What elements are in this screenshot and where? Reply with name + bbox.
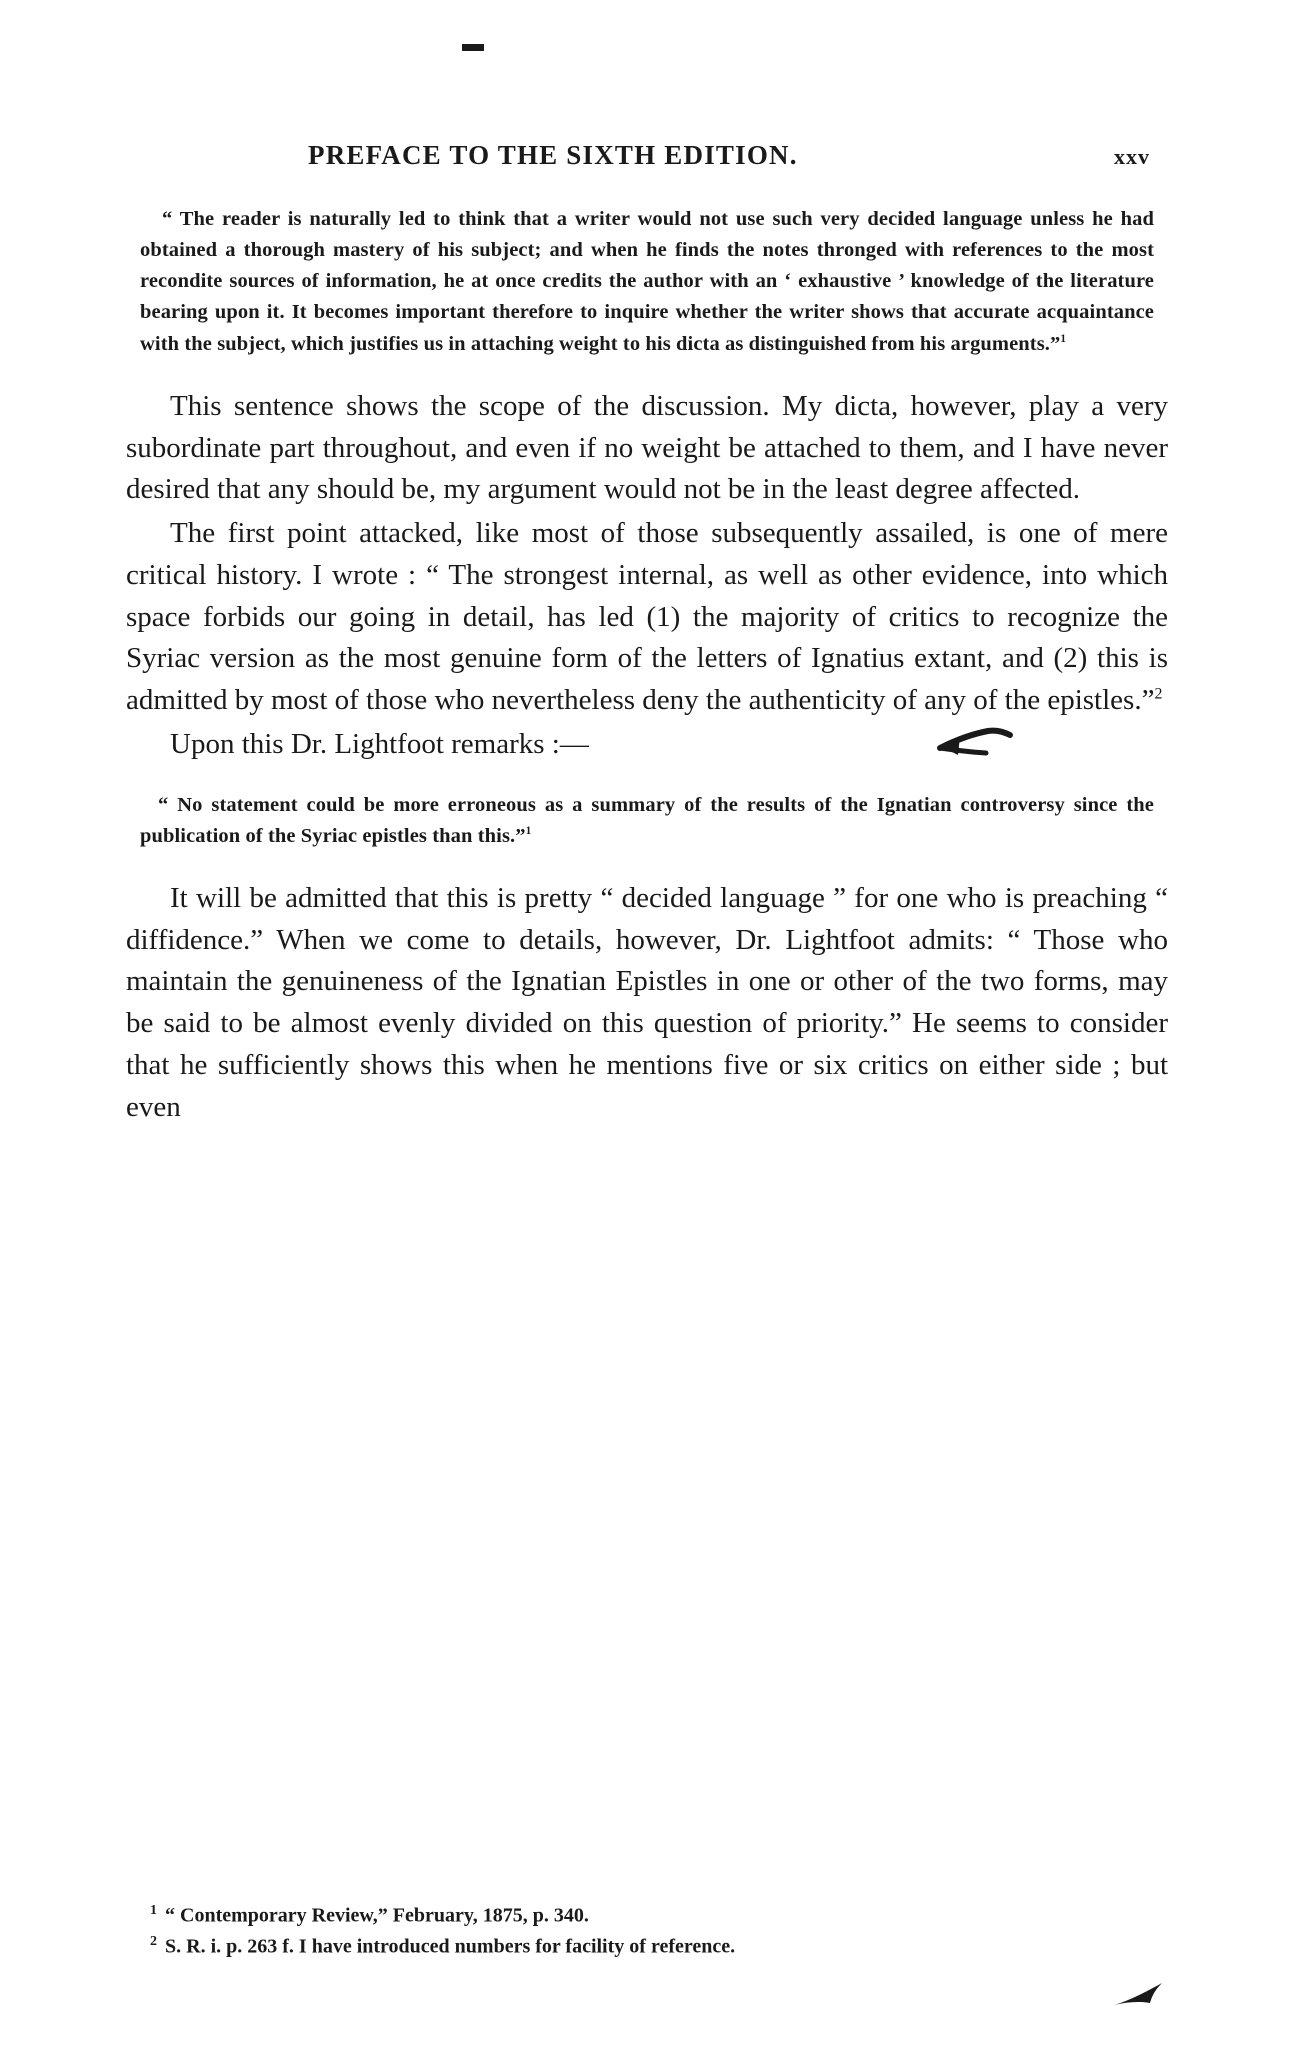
footnotes: [150, 1900, 1150, 1961]
block-quote-1-text: “ The reader is naturally led to think that a writer would not use such very decided language unless he had obtained a thorough mastery of his subject; and when he finds the notes thronged with references to the most recondite sources of information, he at once credits the author with an ‘ exhaustive ’ knowledge of the literature bearing upon it. It becomes important therefore to inquire whether the writer shows that accurate acquaintance with the subject, which justifies us in attaching weight to his dicta as distinguished from his arguments.”: [140, 208, 1154, 355]
footnote-mark: 1: [150, 1903, 157, 1918]
block-quote-1: [140, 204, 1154, 360]
footnote-text: “ Contemporary Review,” February, 1875, p. 340.: [165, 1904, 589, 1927]
footnote-ref-3: 1: [525, 824, 532, 837]
paragraph-4: It will be admitted that this is pretty “ decided language ” for one who is preaching “ diffidence.” When we come to details, however, Dr. Lightfoot admits: “ Those who maintain the genuineness of the Ignatian Epistles in one or other of the two forms, may be said to be almost evenly divided on this question of priority.” He seems to consider that he sufficiently shows this when he mentions five or six critics on either side ; but even: [126, 881, 1168, 1123]
block-quote-2-text: “ No statement could be more erroneous as a summary of the results of the Ignatian controversy since the publication of the Syriac epistles than this.”: [140, 793, 1154, 847]
handwritten-arrow-icon: [886, 722, 972, 762]
running-head: [118, 140, 1178, 182]
footnote-text: S. R. i. p. 263 f. I have introduced numbers for facility of reference.: [165, 1935, 736, 1958]
handwritten-flourish-icon: [1110, 1975, 1180, 2015]
paragraph-3: [126, 724, 1168, 766]
paragraph-1: This sentence shows the scope of the discussion. My dicta, however, play a very subordinate part throughout, and even if no weight be attached to them, and I have never desired that any should be, my argument would not be in the least degree affected.: [126, 389, 1168, 506]
footnote-item: [150, 1900, 1150, 1931]
page-number: xxv: [1114, 144, 1150, 169]
paragraph-3-text: Upon this Dr. Lightfoot remarks :—: [170, 727, 589, 760]
footnote-ref-2: 2: [1154, 685, 1163, 703]
page-title: PREFACE TO THE SIXTH EDITION.: [308, 140, 798, 170]
footnote-mark: 2: [150, 1933, 157, 1949]
footnote-ref-1: 1: [1060, 332, 1067, 345]
block-quote-2: [140, 790, 1154, 852]
footnote-item: [150, 1931, 1150, 1962]
page-content: [118, 140, 1178, 1130]
top-dash-mark: [462, 44, 484, 51]
paragraph-2: [126, 513, 1168, 722]
paragraph-2-text: The first point attacked, like most of those subsequently assailed, is one of mere critical history. I wrote : “ The strongest internal, as well as other evidence, into which space forbids our going in detail, has led (1) the majority of critics to recognize the Syriac version as the most genuine form of the letters of Ignatius extant, and (2) this is admitted by most of those who nevertheless deny the authenticity of any of the epistles.”: [126, 517, 1168, 717]
